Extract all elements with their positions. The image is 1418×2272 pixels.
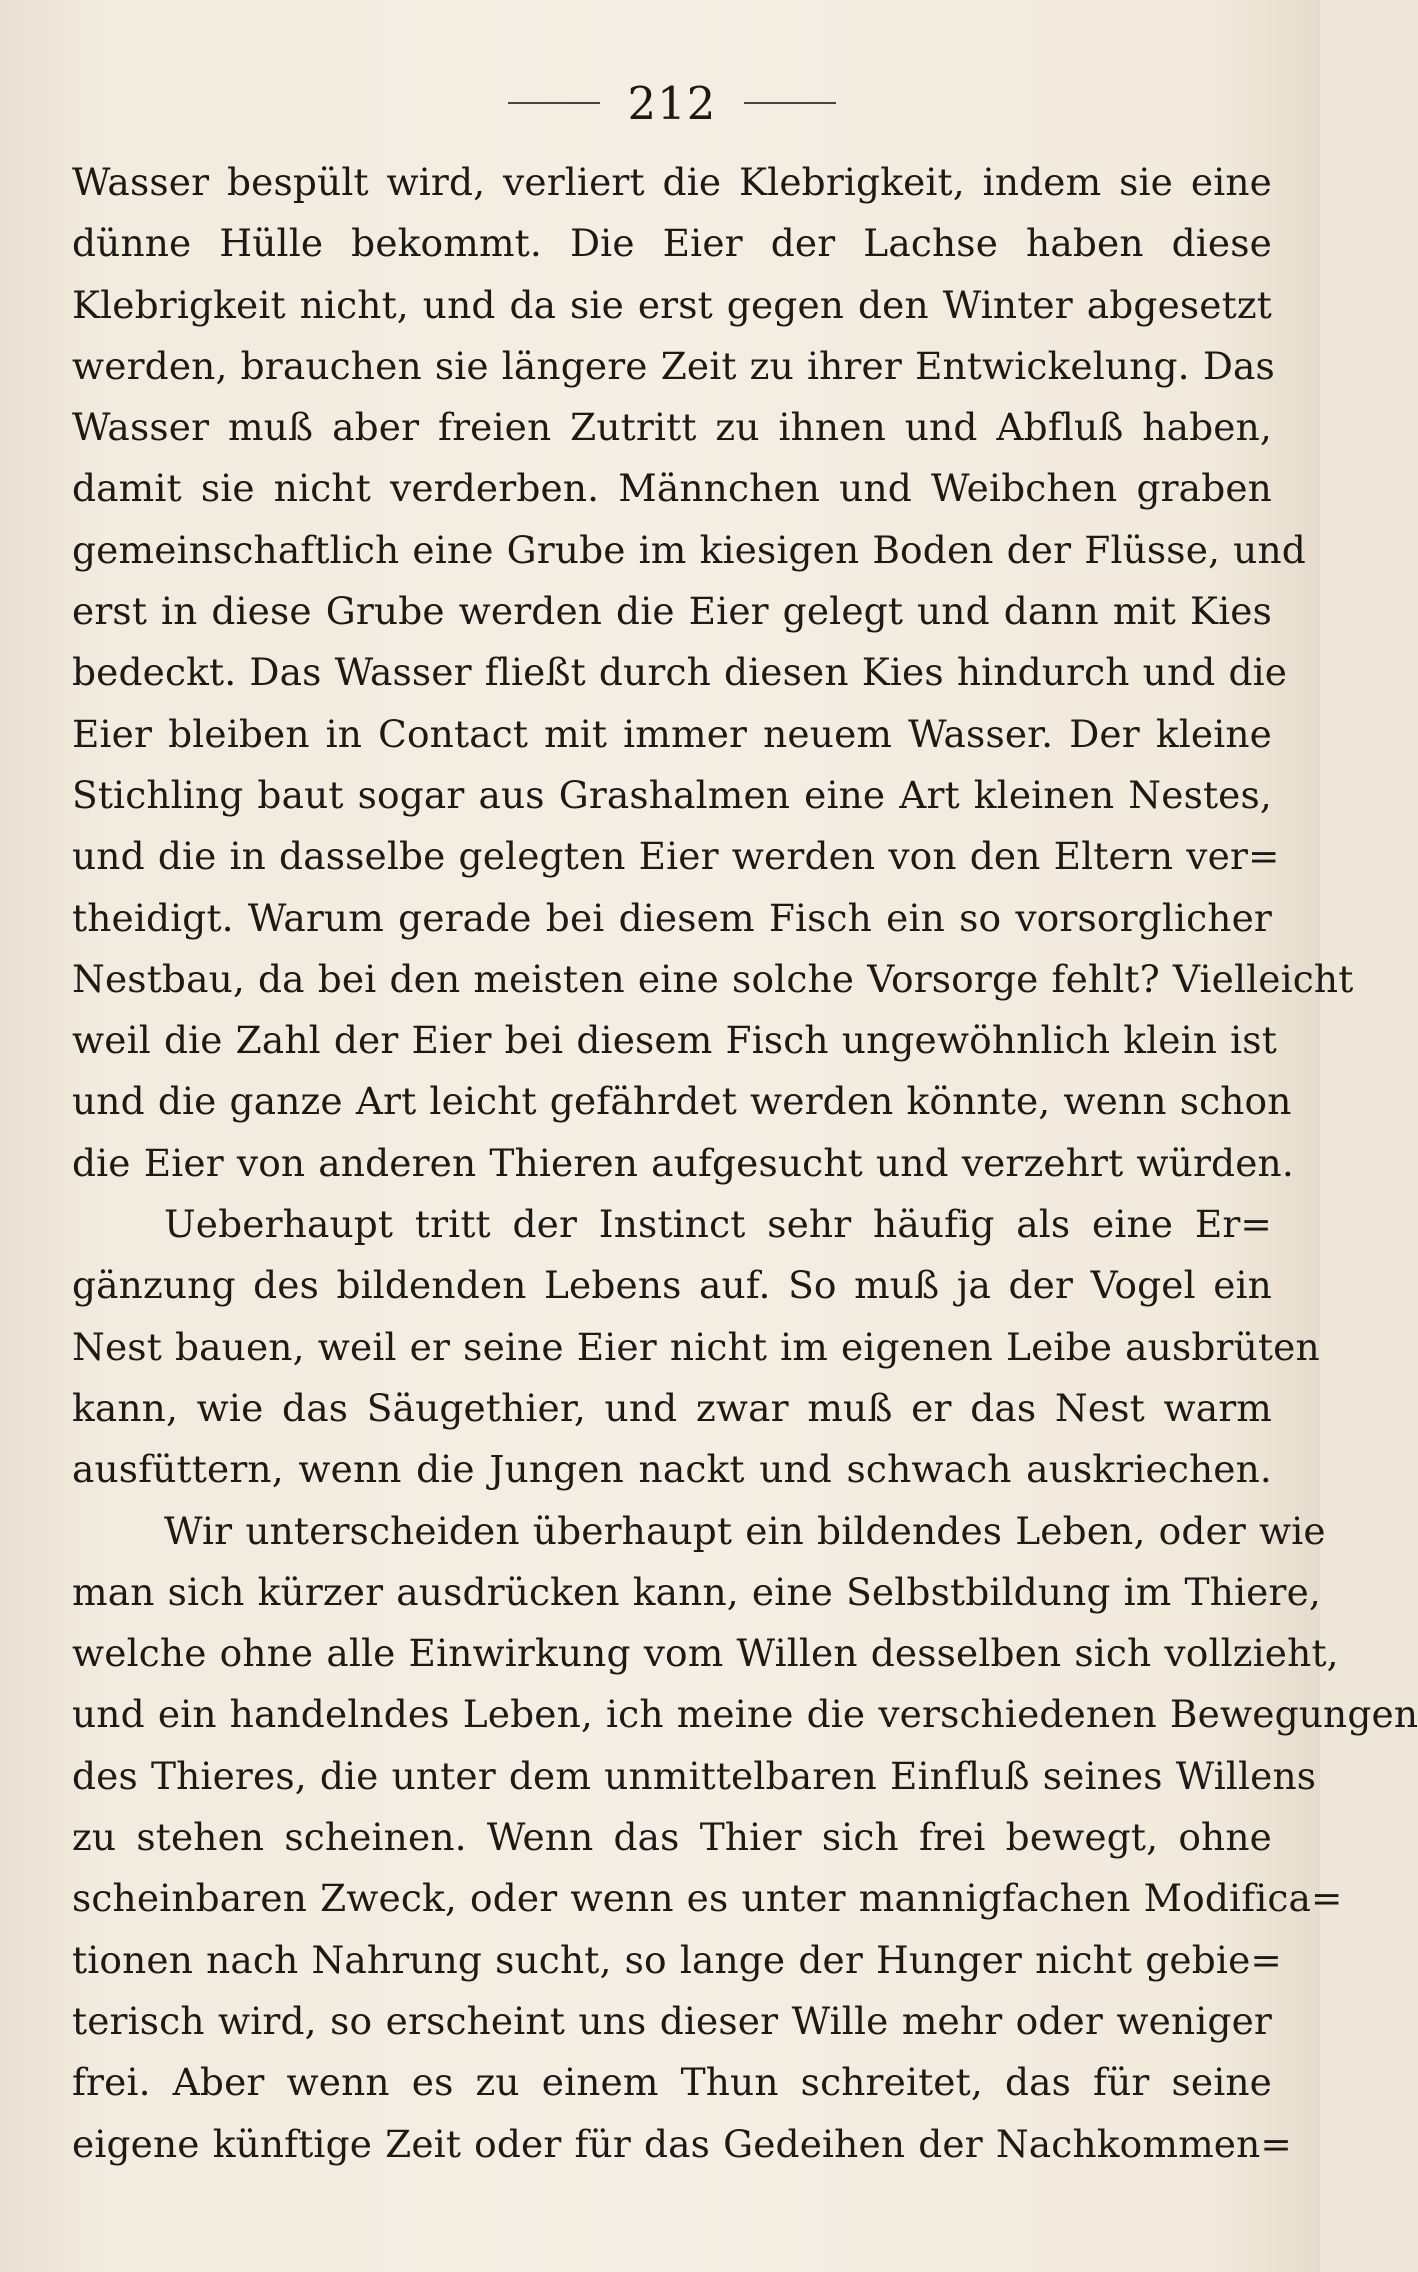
text-line: kann, wie das Säugethier, und zwar muß er das Nest warm (72, 1385, 1272, 1430)
text-line: Eier bleiben in Contact mit immer neuem Wasser. Der kleine (72, 711, 1272, 756)
text-line: erst in diese Grube werden die Eier gelegt und dann mit Kies (72, 589, 1272, 634)
text-line: ausfüttern, wenn die Jungen nackt und schwach auskriechen. (72, 1447, 1272, 1492)
text-line: Nestbau, da bei den meisten eine solche Vorsorge fehlt? Vielleicht (72, 956, 1354, 1001)
text-line: und die in dasselbe gelegten Eier werden von den Eltern ver= (72, 834, 1280, 879)
text-line: und ein handelndes Leben, ich meine die verschiedenen Bewegungen (72, 1692, 1418, 1737)
text-line: Wir unterscheiden überhaupt ein bildendes Leben, oder wie (164, 1508, 1326, 1553)
text-line: tionen nach Nahrung sucht, so lange der Hunger nicht gebie= (72, 1937, 1282, 1982)
text-line: Wasser bespült wird, verliert die Klebrigkeit, indem sie eine (72, 160, 1272, 204)
text-line: die Eier von anderen Thieren aufgesucht und verzehrt würden. (72, 1140, 1294, 1185)
text-line: scheinbaren Zweck, oder wenn es unter mannigfachen Modifica= (72, 1876, 1343, 1921)
text-line: und die ganze Art leicht gefährdet werden könnte, wenn schon (72, 1079, 1292, 1124)
text-line: Wasser muß aber freien Zutritt zu ihnen und Abfluß haben, (72, 405, 1272, 450)
text-line: frei. Aber wenn es zu einem Thun schreitet, das für seine (72, 2060, 1272, 2105)
text-line: Klebrigkeit nicht, und da sie erst gegen den Winter abgesetzt (72, 282, 1272, 327)
text-line: damit sie nicht verderben. Männchen und Weibchen graben (72, 466, 1272, 511)
left-header-rule (508, 102, 600, 104)
text-line: gemeinschaftlich eine Grube im kiesigen Boden der Flüsse, und (72, 527, 1306, 572)
page-number: 212 (627, 76, 717, 130)
right-header-rule (744, 102, 836, 104)
text-line: eigene künftige Zeit oder für das Gedeihen der Nachkommen= (72, 2121, 1292, 2166)
body-text (72, 152, 1418, 2175)
text-line: bedeckt. Das Wasser fließt durch diesen Kies hindurch und die (72, 650, 1288, 695)
text-line: zu stehen scheinen. Wenn das Thier sich frei bewegt, ohne (72, 1815, 1272, 1860)
text-line: theidigt. Warum gerade bei diesem Fisch ein so vorsorglicher (72, 895, 1272, 940)
text-line: werden, brauchen sie längere Zeit zu ihrer Entwickelung. Das (72, 343, 1275, 388)
text-line: des Thieres, die unter dem unmittelbaren Einfluß seines Willens (72, 1753, 1317, 1798)
text-line: terisch wird, so erscheint uns dieser Wille mehr oder weniger (72, 1998, 1272, 2043)
text-line: man sich kürzer ausdrücken kann, eine Selbstbildung im Thiere, (72, 1569, 1321, 1614)
page-header (72, 75, 1272, 131)
text-line: dünne Hülle bekommt. Die Eier der Lachse haben diese (72, 221, 1272, 266)
text-line: gänzung des bildenden Lebens auf. So muß ja der Vogel ein (72, 1263, 1272, 1308)
text-line: Ueberhaupt tritt der Instinct sehr häufig als eine Er= (164, 1202, 1272, 1247)
text-line: welche ohne alle Einwirkung vom Willen desselben sich vollzieht, (72, 1631, 1339, 1676)
text-line: weil die Zahl der Eier bei diesem Fisch ungewöhnlich klein ist (72, 1018, 1277, 1063)
text-line: Stichling baut sogar aus Grashalmen eine Art kleinen Nestes, (72, 772, 1272, 817)
text-line: Nest bauen, weil er seine Eier nicht im eigenen Leibe ausbrüten (72, 1324, 1320, 1369)
